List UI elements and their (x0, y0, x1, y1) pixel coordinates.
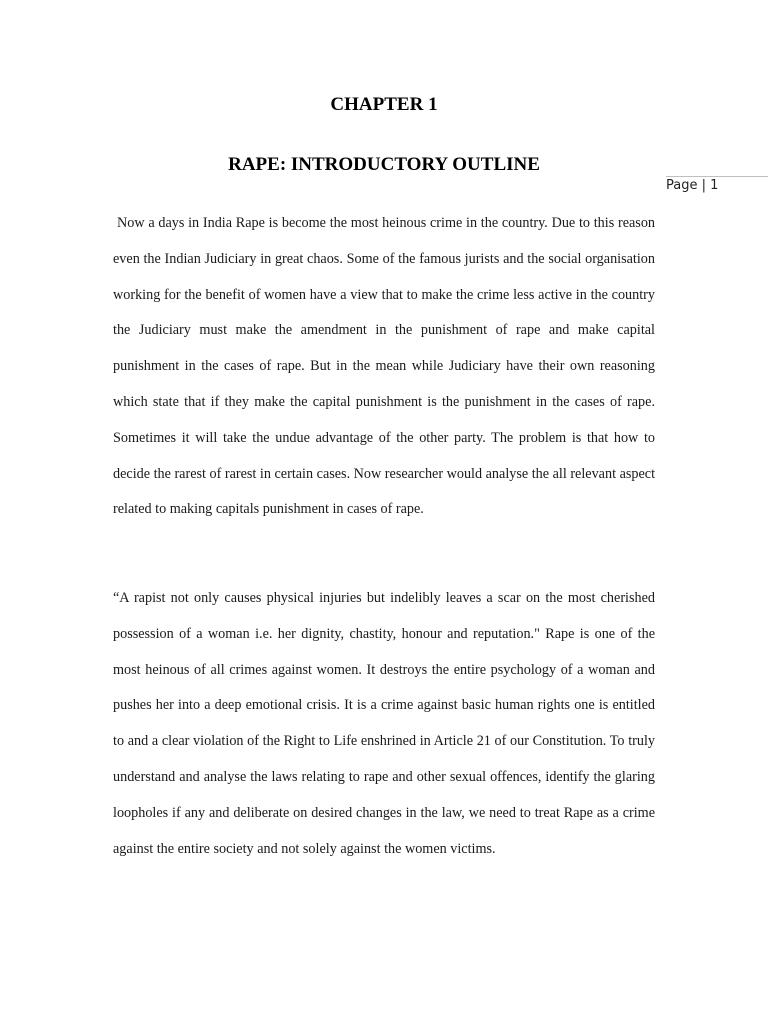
chapter-heading: CHAPTER 1 (330, 94, 438, 115)
chapter-title: RAPE: INTRODUCTORY OUTLINE (228, 154, 540, 175)
page-number-divider (666, 176, 768, 177)
body-paragraph-1: Now a days in India Rape is become the most heinous crime in the country. Due to this reason even the Indian Judiciary in great chaos. Some of the famous jurists and the social organisation working for the benefit of women have a view that to make the crime less active in the country the Judiciary must make the amendment in the punishment of rape and make capital punishment in the cases of rape. But in the mean while Judiciary have their own reasoning which state that if they make the capital punishment is the punishment in the cases of rape. Sometimes it will take the undue advantage of the other party. The problem is that how to decide the rarest of rarest in certain cases. Now researcher would analyse the all relevant aspect related to making capitals punishment in cases of rape. (113, 215, 656, 518)
page-number: Page | 1 (666, 178, 719, 193)
body-paragraph-2: “A rapist not only causes physical injuries but indelibly leaves a scar on the most cherished possession of a woman i.e. her dignity, chastity, honour and reputation." Rape is one of the most heinous of all crimes against women. It destroys the entire psychology of a woman and pushes her into a deep emotional crisis. It is a crime against basic human rights one is entitled to and a clear violation of the Right to Life enshrined in Article 21 of our Constitution. To truly understand and analyse the laws relating to rape and other sexual offences, identify the glaring loopholes if any and deliberate on desired changes in the law, we need to treat Rape as a crime against the entire society and not solely against the women victims. (113, 590, 655, 857)
